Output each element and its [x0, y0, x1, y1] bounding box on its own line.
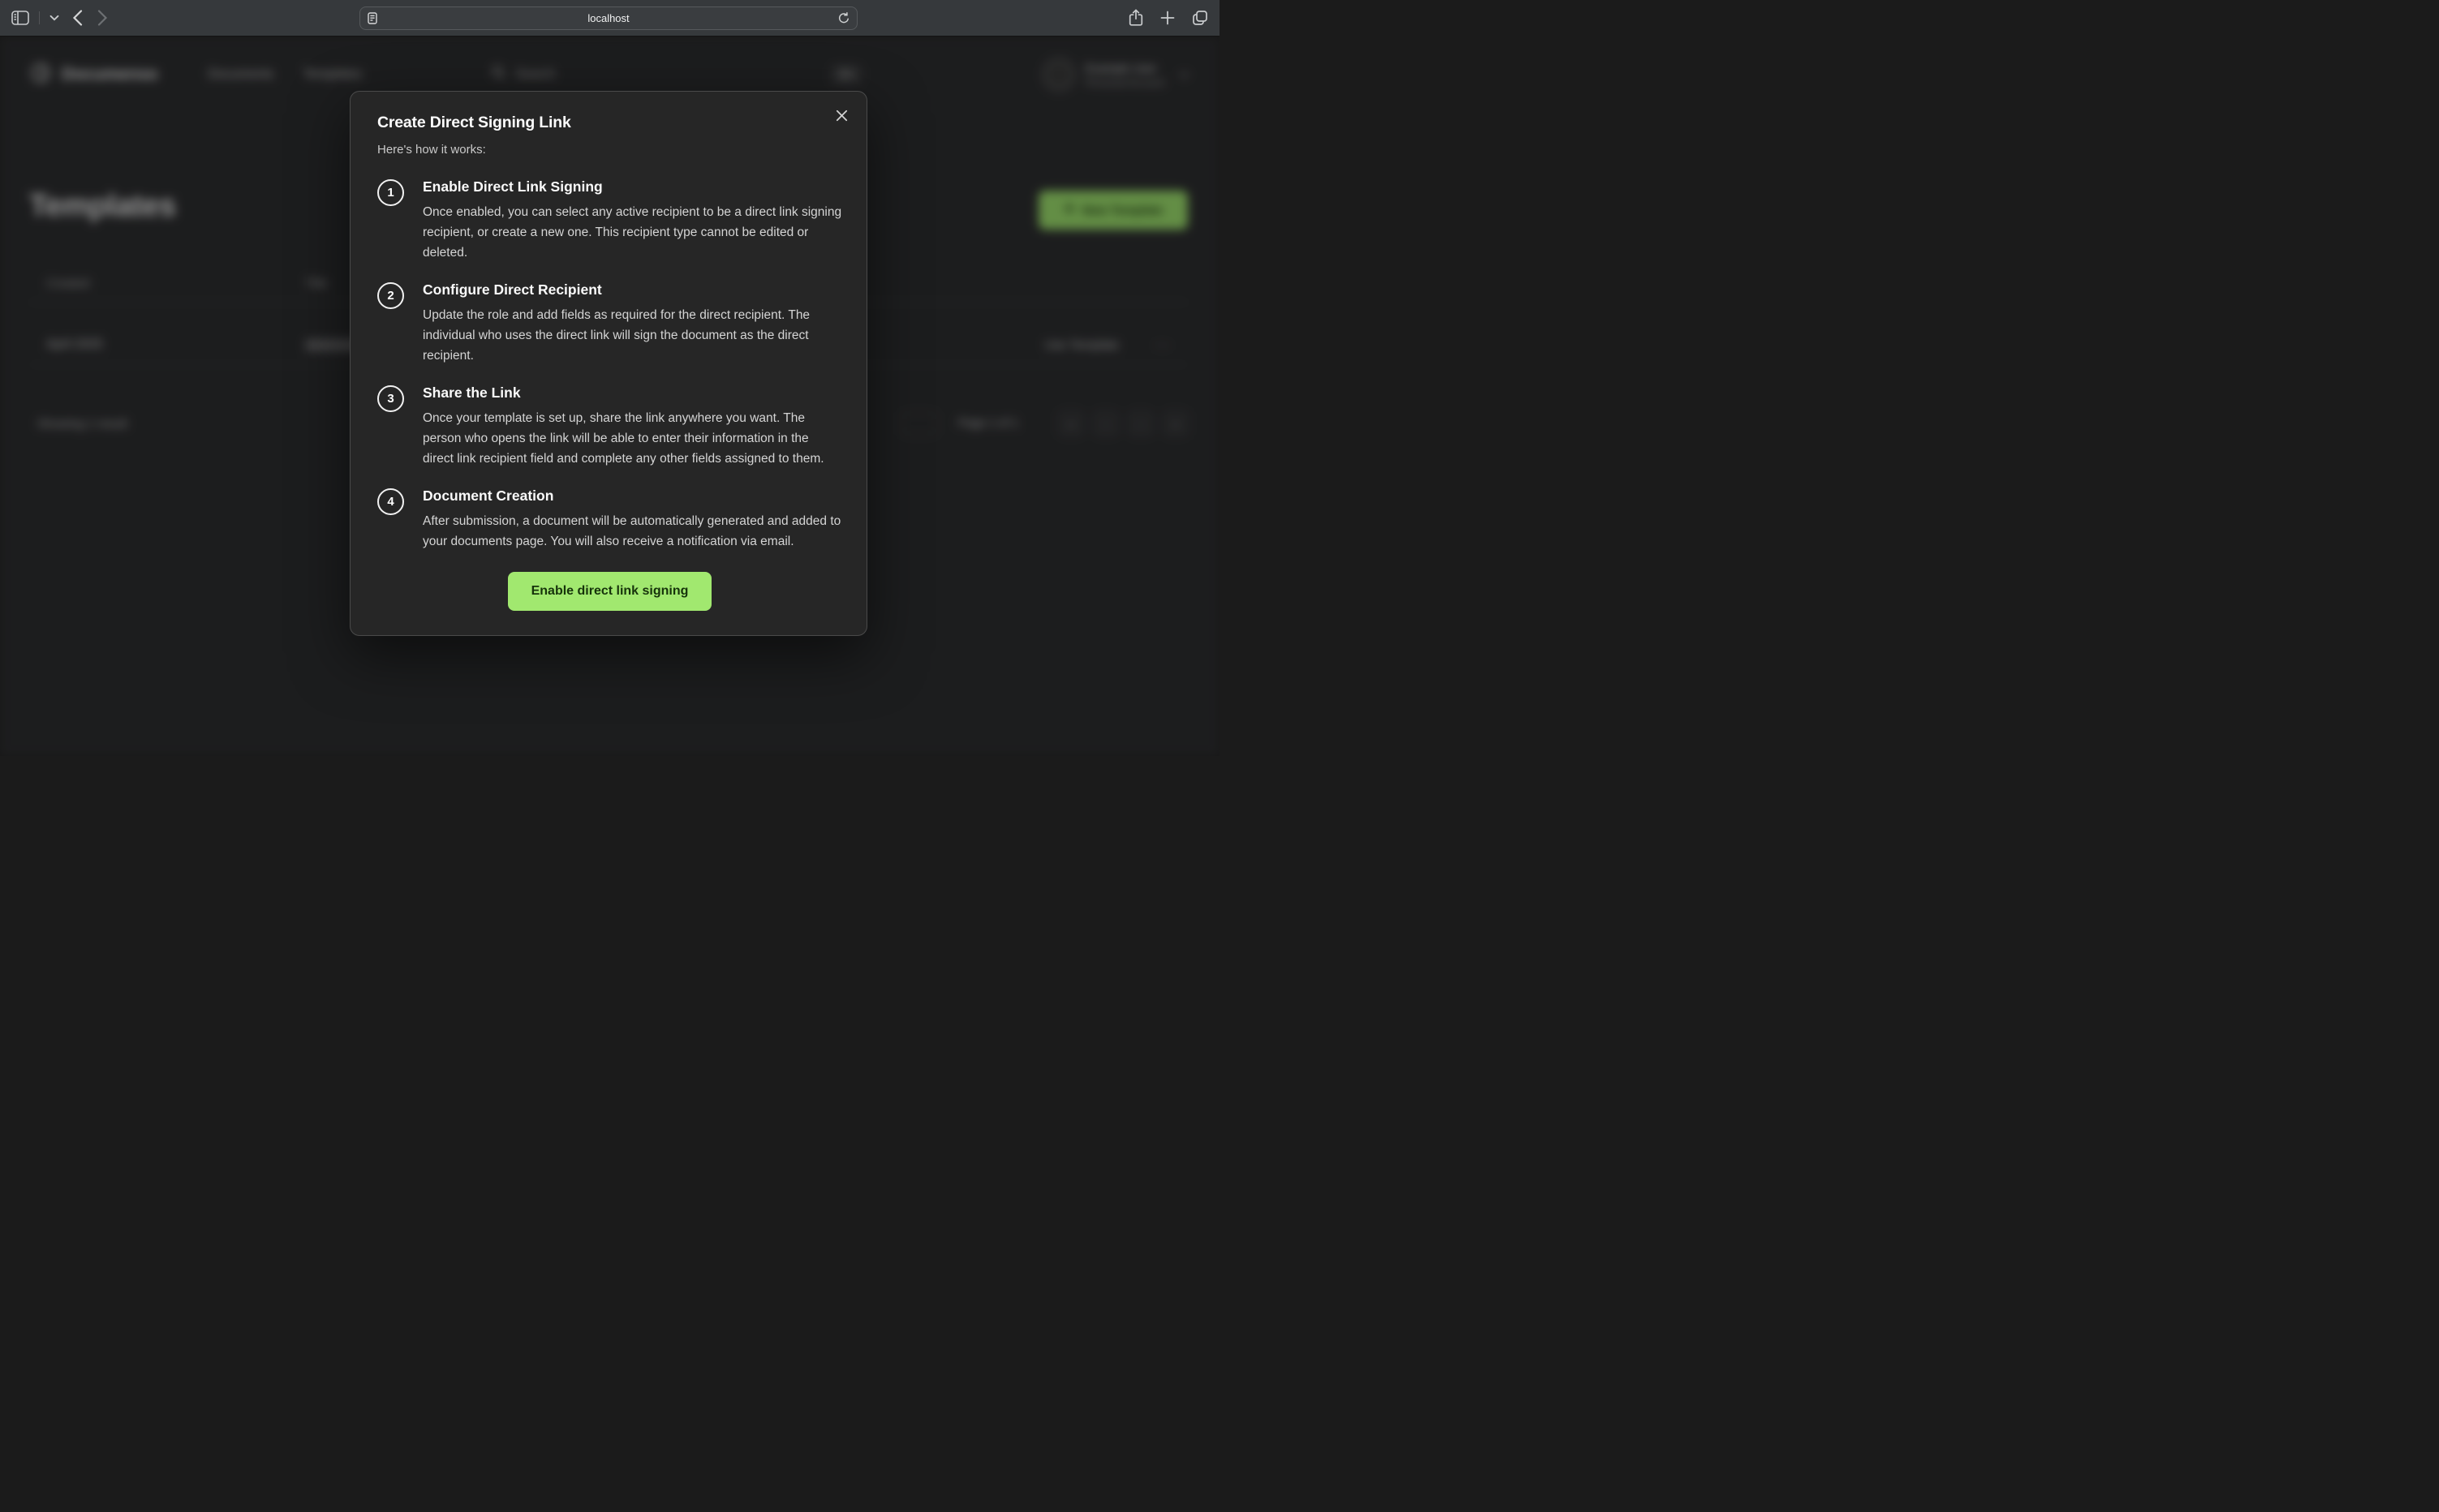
- user-name: Example User: [1085, 61, 1157, 75]
- chevrons-left-icon: «: [1068, 417, 1074, 430]
- enable-direct-link-button[interactable]: Enable direct link signing: [508, 572, 712, 611]
- list-item: [377, 281, 842, 366]
- step-title: Enable Direct Link Signing: [423, 178, 603, 195]
- new-template-label: New Template: [1082, 203, 1164, 217]
- forward-icon: [97, 10, 108, 26]
- close-button[interactable]: [836, 110, 848, 124]
- new-tab-button[interactable]: [1160, 11, 1175, 25]
- tab-overview-button[interactable]: [1192, 10, 1208, 26]
- list-item: [377, 178, 842, 263]
- dialog-title: Create Direct Signing Link: [377, 114, 571, 131]
- plus-icon: [1160, 11, 1175, 25]
- step-number-badge: 1: [377, 179, 404, 206]
- list-item: [377, 384, 842, 469]
- nav-templates[interactable]: Templates: [303, 67, 363, 81]
- step-title: Share the Link: [423, 384, 521, 401]
- user-account: Personal Account: [1085, 76, 1164, 88]
- sidebar-toggle-button[interactable]: [11, 11, 29, 25]
- brand-name: Documenso: [62, 65, 158, 84]
- step-description: Once enabled, you can select any active recipient to be a direct link signing recipient, or create a new one. This recipient type cannot be edited or deleted.: [423, 205, 842, 260]
- step-description: Update the role and add fields as required for the direct recipient. The individual who uses the direct link will sign the document as the direct recipient.: [423, 308, 811, 363]
- chevron-left-icon: ‹: [1103, 417, 1108, 430]
- nav-documents[interactable]: Documents: [208, 67, 274, 81]
- step-number-badge: 2: [377, 282, 404, 309]
- step-description: After submission, a document will be automatically generated and added to your documents page. You will also receive a notification via email.: [423, 514, 841, 548]
- address-bar[interactable]: [359, 6, 858, 30]
- step-title: Configure Direct Recipient: [423, 281, 602, 298]
- step-title: Document Creation: [423, 488, 554, 504]
- step-number-badge: 3: [377, 385, 404, 412]
- sidebar-icon: [11, 11, 29, 25]
- share-button[interactable]: [1129, 9, 1143, 27]
- column-title: Title: [305, 277, 328, 290]
- screen: [0, 0, 1220, 756]
- step-number-badge: 4: [377, 488, 404, 515]
- page-indicator: Page 1 of 1: [957, 417, 1018, 430]
- search-shortcut-badge: ⌘K: [832, 66, 861, 84]
- list-item: [377, 488, 842, 552]
- create-direct-link-dialog: [350, 91, 867, 636]
- results-count: Showing 1 result: [37, 416, 127, 431]
- row-more-button[interactable]: ···: [1155, 337, 1171, 352]
- column-created: Created: [46, 277, 90, 290]
- chevron-right-icon: ›: [1138, 417, 1143, 430]
- search-placeholder: Search: [515, 67, 556, 81]
- dialog-subtitle: Here's how it works:: [377, 143, 486, 157]
- forward-button[interactable]: [97, 10, 108, 26]
- cell-created: April 2025: [46, 337, 103, 351]
- use-template-button[interactable]: Use Template: [1044, 337, 1120, 352]
- step-description: Once your template is set up, share the link anywhere you want. The person who opens the link will be able to enter their information in the direct link recipient field and complete any other fields assigned to them.: [423, 411, 824, 466]
- tab-overview-icon: [1192, 10, 1208, 26]
- back-icon: [72, 10, 83, 26]
- browser-toolbar: [0, 0, 1220, 37]
- url-text: localhost: [587, 12, 630, 24]
- sidebar-menu-button[interactable]: [49, 15, 59, 21]
- page-title: Templates: [29, 189, 176, 223]
- share-icon: [1129, 9, 1143, 27]
- toolbar-divider: [39, 11, 40, 24]
- steps-list: [377, 178, 842, 552]
- close-icon: [836, 112, 848, 124]
- chevrons-right-icon: »: [1172, 417, 1179, 430]
- back-button[interactable]: [72, 10, 83, 26]
- chevron-down-icon: [49, 15, 59, 21]
